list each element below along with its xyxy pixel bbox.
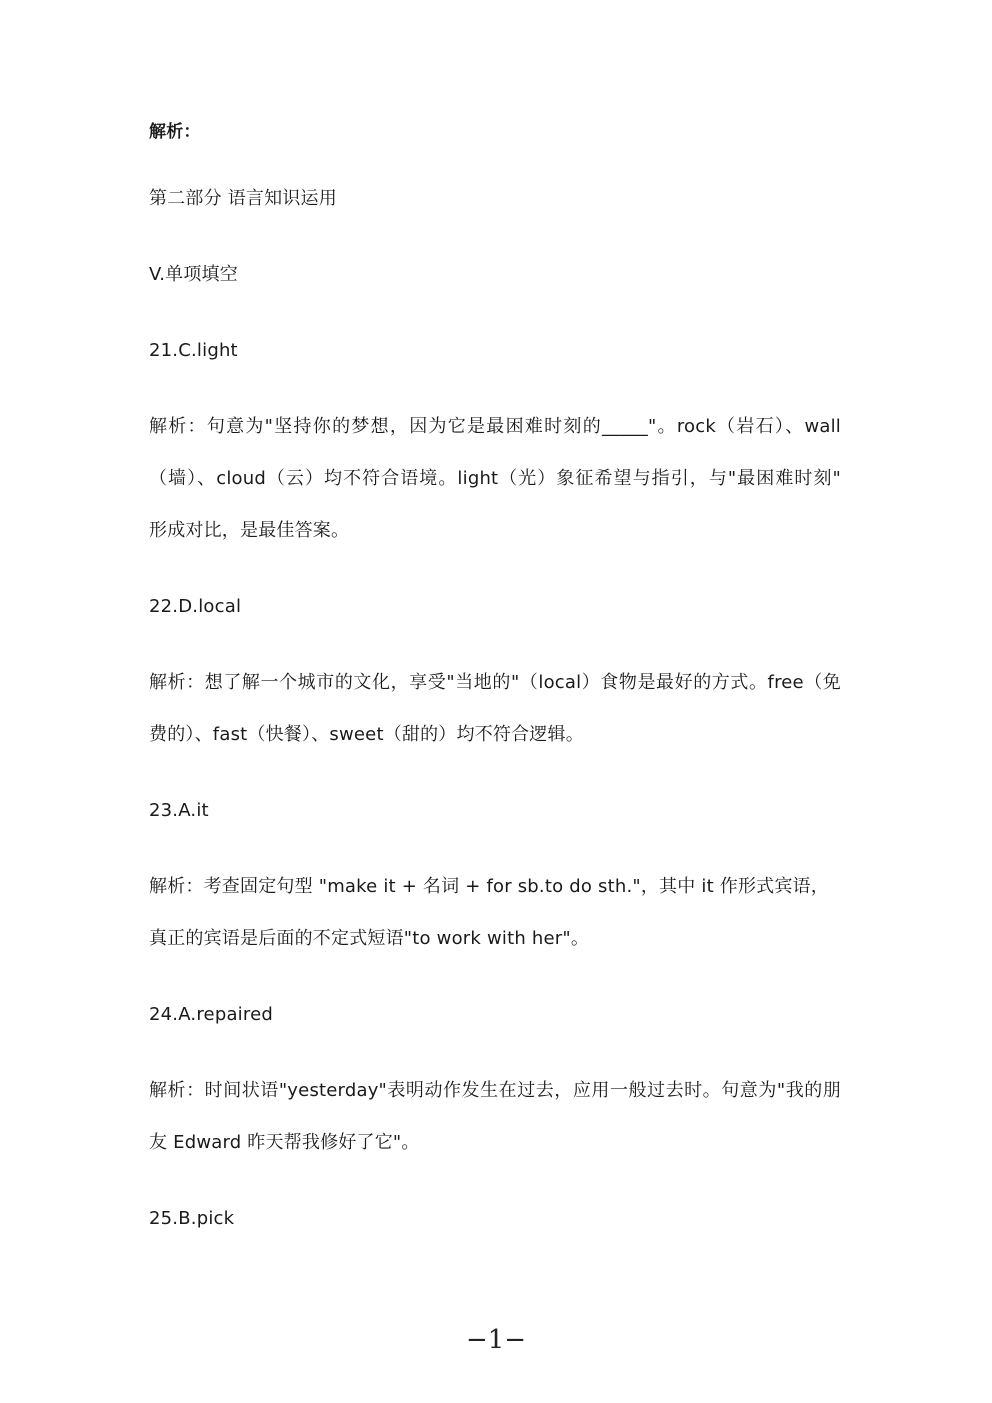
explanation-21-line-3: 形成对比，是最佳答案。	[149, 520, 350, 541]
part-title: 第二部分 语言知识运用	[149, 188, 337, 209]
answer-22: 22.D.local	[149, 596, 242, 617]
explanation-22-line-2: 费的）、fast（快餐）、sweet（甜的）均不符合逻辑。	[149, 724, 584, 745]
section-title: V.单项填空	[149, 264, 238, 285]
explanation-21-line-2: （墙）、cloud（云）均不符合语境。light（光）象征希望与指引，与"最困难时刻"	[149, 468, 841, 489]
page-number: −1−	[465, 1325, 527, 1355]
explanation-24-line-1: 解析：时间状语"yesterday"表明动作发生在过去，应用一般过去时。句意为"我的朋	[149, 1080, 841, 1101]
answer-21: 21.C.light	[149, 340, 238, 361]
explanation-22-line-1: 解析：想了解一个城市的文化，享受"当地的"（local）食物是最好的方式。free（免	[149, 672, 841, 693]
jiexi-heading: 解析：	[149, 122, 201, 142]
answer-23: 23.A.it	[149, 800, 209, 821]
answer-25: 25.B.pick	[149, 1208, 235, 1229]
answer-24: 24.A.repaired	[149, 1004, 273, 1025]
explanation-21-line-1: 解析：句意为"坚持你的梦想，因为它是最困难时刻的_____"。rock（岩石）、wall	[149, 416, 841, 437]
explanation-23-line-2: 真正的宾语是后面的不定式短语"to work with her"。	[149, 928, 590, 949]
explanation-24-line-2: 友 Edward 昨天帮我修好了它"。	[149, 1132, 420, 1153]
explanation-23-line-1: 解析：考查固定句型 "make it + 名词 + for sb.to do sth."，其中 it 作形式宾语，	[149, 876, 829, 897]
